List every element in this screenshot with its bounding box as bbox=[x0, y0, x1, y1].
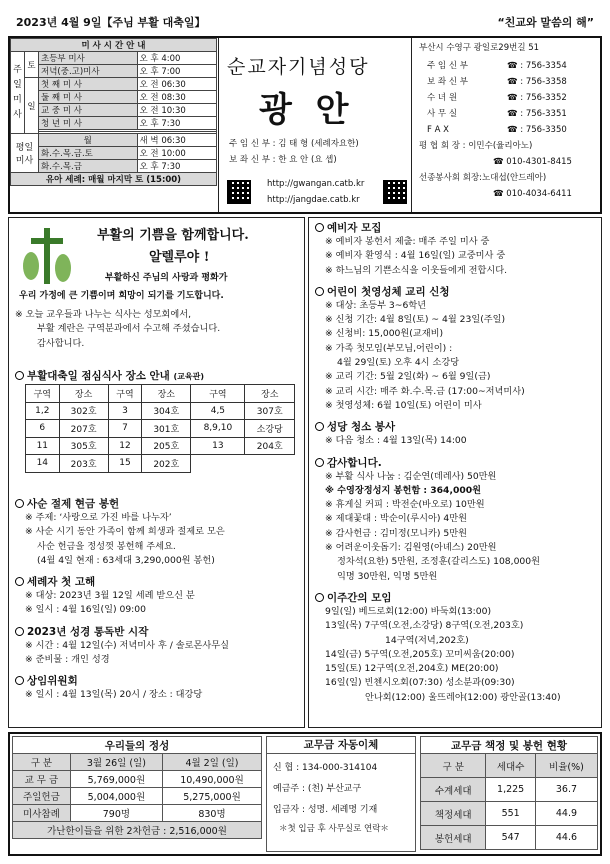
schedule-line: 15일(토) 12구역(오전,204호) ME(20:00) bbox=[325, 663, 499, 675]
table-row bbox=[26, 402, 295, 420]
contact-note: ＊첫 입금 후 사무실로 연락＊ bbox=[279, 824, 389, 834]
notice-line: ※ 예비자 환영식 : 4월 16일(일) 교중미사 중 bbox=[325, 250, 506, 262]
mass-ampm: 오 후 bbox=[139, 162, 159, 172]
text: 사순 절제 현금 봉헌 bbox=[27, 498, 120, 510]
auto-transfer bbox=[266, 736, 416, 852]
mass-name: 교 중 미 사 bbox=[39, 104, 138, 117]
church-title-area bbox=[218, 38, 412, 212]
schedule-line: 13일(목) 7구역(오전,소강당) 8구역(오전,203호) bbox=[325, 620, 524, 632]
section-title bbox=[15, 496, 301, 511]
mass-name: 둘 째 미 사 bbox=[39, 91, 138, 104]
notice-line: ※ 일시 : 4월 16일(일) 09:00 bbox=[25, 604, 146, 616]
text: 2023년 성경 통독반 시작 bbox=[27, 625, 149, 638]
table-cell: 3월 26일 (일) bbox=[70, 754, 162, 771]
mass-time: 7:00 bbox=[161, 67, 181, 77]
council-president: 평 협 회 장 : 이민수(율리아노) bbox=[419, 141, 533, 151]
account-holder: 예금주 : (천) 부산교구 bbox=[273, 784, 362, 794]
table-title: 교무금 책정 및 봉헌 현황 bbox=[421, 737, 598, 754]
pastor: 주 임 신 부 : 김 태 형 (세례자요한) bbox=[229, 139, 359, 149]
text: 이주간의 모임 bbox=[327, 591, 392, 604]
weekday-name: 화.수.목.금 bbox=[39, 160, 138, 173]
weekday-name: 월 bbox=[39, 134, 138, 147]
text bbox=[315, 593, 324, 602]
table-cell: 307호 bbox=[245, 402, 295, 420]
table-cell: 구역 bbox=[191, 385, 245, 403]
table-title: 우리들의 정성 bbox=[13, 737, 262, 754]
section-title bbox=[315, 455, 595, 470]
notice-line: ※ 신청비: 15,000원(교재비) bbox=[325, 328, 444, 340]
top-bar bbox=[8, 10, 602, 32]
notice-line: ※ 대상: 2023년 3월 12일 세례 받으신 분 bbox=[25, 590, 195, 602]
schedule-line: 9일(일) 베드로회(12:00) 바둑회(13:00) bbox=[325, 605, 492, 617]
table-row bbox=[26, 420, 295, 438]
mass-name: 저녁(중.고)미사 bbox=[39, 65, 138, 78]
text: 예비자 모집 bbox=[327, 222, 382, 234]
text bbox=[315, 422, 324, 431]
text: 감사합니다. bbox=[327, 456, 382, 469]
masthead bbox=[8, 36, 602, 214]
mass-time: 7:30 bbox=[161, 162, 181, 172]
notice-line: ※ 예비자 봉헌서 제출: 매주 주일 미사 중 bbox=[325, 236, 490, 247]
table-cell bbox=[137, 78, 217, 91]
notice-line: ※ 주제: ‘사랑으로 가진 바를 나누자’ bbox=[25, 512, 172, 523]
notice-line: 정차석(요한) 5만원, 조정훈(갈리스도) 108,000원 bbox=[337, 556, 540, 568]
left-column bbox=[8, 217, 305, 728]
table-cell bbox=[137, 134, 217, 147]
notice-line: 부활 계란은 구역분과에서 수고해 주셨습니다. bbox=[37, 323, 221, 335]
funeral-service-phone: ☎ 010-4034-6411 bbox=[493, 189, 572, 199]
easter-greeting-2: 우리 가정에 큰 기쁨이며 희망이 되기를 기도합니다. bbox=[19, 291, 224, 301]
table-cell: 주일헌금 bbox=[13, 788, 71, 805]
phone-list bbox=[413, 58, 600, 138]
table-cell: 구 분 bbox=[13, 754, 71, 771]
alleluia: 알렐루야 ! bbox=[149, 250, 210, 265]
phone-label: 사 무 실 bbox=[427, 109, 458, 119]
text: 상임위원회 bbox=[27, 675, 78, 688]
text bbox=[315, 287, 324, 296]
section-title: 부활대축일 점심식사 장소 안내 bbox=[27, 370, 170, 382]
mass-ampm: 오 전 bbox=[139, 106, 159, 116]
right-column bbox=[308, 217, 602, 728]
notice-line: ※ 제대꽃대 : 박순이(루시아) 4만원 bbox=[325, 513, 467, 525]
table-cell: 302호 bbox=[59, 402, 108, 420]
table-cell: 14 bbox=[26, 455, 60, 473]
notice-line: ※ 부활 식사 나눔 : 김순연(데레사) 50만원 bbox=[325, 470, 497, 482]
mass-time: 10:00 bbox=[161, 149, 186, 159]
table-cell: 책정세대 bbox=[421, 802, 486, 826]
table-cell: 3 bbox=[108, 402, 142, 420]
table-cell: 장소 bbox=[142, 385, 191, 403]
table-cell: 5,769,000원 bbox=[70, 771, 162, 788]
mass-title: 미 사 시 간 안 내 bbox=[11, 39, 217, 52]
table-cell bbox=[137, 65, 217, 78]
table-cell: 4월 2일 (일) bbox=[162, 754, 261, 771]
phone-number: ☎ : 756-3352 bbox=[507, 93, 567, 103]
text bbox=[15, 676, 24, 685]
notice-line: (4월 4일 현재 : 63세대 3,290,000원 봉헌) bbox=[37, 554, 215, 566]
mass-time: 06:30 bbox=[161, 136, 186, 146]
council-phone: ☎ 010-4301-8415 bbox=[493, 157, 572, 167]
funeral-service-president: 선종봉사회 회장:노대섭(안드레아) bbox=[419, 173, 547, 183]
table-cell: 5,275,000원 bbox=[162, 788, 261, 805]
table-cell: 12 bbox=[108, 437, 142, 455]
schedule-line: 16일(일) 빈첸시오회(07:30) 성소분과(09:30) bbox=[325, 677, 515, 689]
table-cell: 장소 bbox=[245, 385, 295, 403]
qr-code-icon bbox=[227, 180, 251, 204]
table-cell bbox=[137, 52, 217, 65]
section-title bbox=[15, 673, 301, 688]
table-cell: 36.7 bbox=[535, 778, 597, 802]
sunday-label: 일 bbox=[25, 78, 39, 134]
notice-line: ※ 교리 시간: 매주 화.수.목.금 (17:00~저녁미사) bbox=[325, 385, 525, 397]
motto: “친교와 말씀의 해” bbox=[497, 16, 594, 29]
table-row bbox=[26, 437, 295, 455]
notice-line: ※ 휴게실 커피 : 박전순(바오로) 10만원 bbox=[325, 499, 485, 511]
mass-ampm: 오 후 bbox=[139, 67, 159, 77]
notice-line: ※ 시간 : 4월 12일(수) 저녁미사 후 / 솔로몬사무실 bbox=[25, 639, 229, 651]
notice-line: ※ 교리 기간: 5월 2일(화) ~ 6월 9일(금) bbox=[325, 371, 491, 383]
section-title bbox=[15, 624, 301, 639]
text: 성당 청소 봉사 bbox=[327, 421, 396, 434]
easter-heading: 부활의 기쁨을 함께합니다. bbox=[97, 228, 249, 243]
text bbox=[15, 627, 24, 636]
table-cell: 소강당 bbox=[245, 420, 295, 438]
notice-line: ※ 일시 : 4월 13일(목) 20시 / 장소 : 대강당 bbox=[25, 689, 203, 701]
table-row bbox=[421, 802, 598, 826]
weekday-name: 화.수.목.금.토 bbox=[39, 147, 138, 160]
offering-table bbox=[12, 736, 262, 839]
table-cell: 7 bbox=[108, 420, 142, 438]
table-cell: 1,225 bbox=[486, 778, 535, 802]
mass-ampm: 새 벽 bbox=[139, 136, 159, 146]
table-cell: 202호 bbox=[142, 455, 191, 473]
mass-ampm: 오 전 bbox=[139, 149, 159, 159]
easter-notice bbox=[15, 308, 220, 351]
phone-label: 보 좌 신 부 bbox=[427, 77, 468, 87]
mass-time: 08:30 bbox=[161, 93, 186, 103]
notice-line: ※ 가족 첫모임(부모님,어린이) : bbox=[325, 342, 453, 354]
table-cell: 미사참례 bbox=[13, 805, 71, 822]
phone-number: ☎ : 756-3350 bbox=[507, 125, 567, 135]
notice-line: ※ 수영장정성지 봉헌함 : 364,000원 bbox=[325, 484, 481, 496]
notice-line: 감사합니다. bbox=[37, 337, 85, 349]
bulletin-title: 광 안 bbox=[259, 90, 355, 130]
mass-time: 10:30 bbox=[161, 106, 186, 116]
lunch-section-title bbox=[15, 368, 204, 383]
saturday-label: 토 bbox=[25, 52, 39, 78]
table-cell: 204호 bbox=[245, 437, 295, 455]
table-cell: 4,5 bbox=[191, 402, 245, 420]
table-cell bbox=[137, 117, 217, 130]
notice-line: ※ 대상: 초등부 3~6학년 bbox=[325, 299, 427, 311]
table-row bbox=[13, 805, 262, 822]
table-cell: 15 bbox=[108, 455, 142, 473]
section-title bbox=[315, 220, 595, 235]
table-cell: 301호 bbox=[142, 420, 191, 438]
text bbox=[15, 371, 24, 380]
phone-number: ☎ : 756-3354 bbox=[507, 61, 567, 71]
notice-line: 4월 29일(토) 오후 4시 소강당 bbox=[337, 357, 460, 369]
left-notices bbox=[15, 490, 301, 703]
section-title bbox=[315, 419, 595, 434]
table-row bbox=[13, 788, 262, 805]
table-cell: 구역 bbox=[26, 385, 60, 403]
text bbox=[15, 499, 24, 508]
table-cell: 11 bbox=[26, 437, 60, 455]
table-cell: 5,004,000원 bbox=[70, 788, 162, 805]
notice-line: ※ 첫영성체: 6월 10일(토) 어린이 미사 bbox=[325, 399, 482, 411]
section-title bbox=[315, 284, 595, 299]
table-cell bbox=[137, 160, 217, 173]
website-link[interactable]: http://gwangan.catb.kr bbox=[267, 179, 365, 189]
text: 세례자 첫 고해 bbox=[27, 576, 96, 589]
qr-code-icon bbox=[383, 180, 407, 204]
table-cell: 304호 bbox=[142, 402, 191, 420]
table-cell: 551 bbox=[486, 802, 535, 826]
table-cell: 봉헌세대 bbox=[421, 826, 486, 850]
infant-baptism: 유아 세례: 매월 마지막 토 (15:00) bbox=[11, 173, 217, 186]
sunday-mass-label: 주 일 미 사 bbox=[11, 52, 25, 134]
phone-number: ☎ : 756-3351 bbox=[507, 109, 567, 119]
mass-ampm: 오 후 bbox=[139, 119, 159, 129]
section-title bbox=[15, 574, 301, 589]
address: 부산시 수영구 광일로29번길 51 bbox=[419, 43, 540, 53]
table-cell bbox=[137, 147, 217, 160]
mass-name: 첫 째 미 사 bbox=[39, 78, 138, 91]
table-cell: 비율(%) bbox=[535, 754, 597, 778]
website-link[interactable]: http://jangdae.catb.kr bbox=[267, 195, 360, 205]
table-cell: 교 무 금 bbox=[13, 771, 71, 788]
table-cell: 수계세대 bbox=[421, 778, 486, 802]
depositor-note: 입금자 : 성명. 세례명 기재 bbox=[273, 805, 378, 815]
table-row bbox=[421, 778, 598, 802]
table-cell: 6 bbox=[26, 420, 60, 438]
text: 어린이 첫영성체 교리 신청 bbox=[327, 285, 450, 298]
table-cell: 세대수 bbox=[486, 754, 535, 778]
bank-account: 신 협 : 134-000-314104 bbox=[273, 763, 378, 773]
schedule-line: 14구역(저녁,202호) bbox=[385, 634, 469, 646]
table-cell: 44.6 bbox=[535, 826, 597, 850]
notice-line: ※ 사순 시기 동안 가족이 함께 희생과 절제로 모은 bbox=[25, 526, 225, 538]
table-cell: 구 분 bbox=[421, 754, 486, 778]
notice-line: ※ 하느님의 기쁜소식을 이웃들에게 전합시다. bbox=[325, 264, 508, 276]
phone-label: 수 녀 원 bbox=[427, 93, 458, 103]
table-cell: 44.9 bbox=[535, 802, 597, 826]
text bbox=[315, 458, 324, 467]
finance-box bbox=[8, 732, 602, 856]
mass-time: 4:00 bbox=[161, 54, 181, 64]
right-notices bbox=[309, 220, 601, 705]
section-title bbox=[315, 590, 595, 605]
table-row bbox=[26, 455, 295, 473]
church-name: 순교자기념성당 bbox=[227, 56, 370, 78]
table-cell bbox=[137, 91, 217, 104]
assistant-pastor: 보 좌 신 부 : 한 요 안 (요 셉) bbox=[229, 155, 337, 165]
contact-info bbox=[413, 38, 600, 212]
table-cell: 203호 bbox=[59, 455, 108, 473]
status-table bbox=[420, 736, 598, 850]
table-cell: 305호 bbox=[59, 437, 108, 455]
table-cell: 구역 bbox=[108, 385, 142, 403]
issue-date: 2023년 4월 9일【주님 부활 대축일】 bbox=[16, 16, 206, 29]
table-cell bbox=[191, 455, 245, 473]
mass-ampm: 오 후 bbox=[139, 54, 159, 64]
table-cell: 547 bbox=[486, 826, 535, 850]
mass-ampm: 오 전 bbox=[139, 80, 159, 90]
table-row bbox=[13, 771, 262, 788]
notice-line: ※ 감사헌금 : 김미정(모니카) 5만원 bbox=[325, 527, 467, 539]
table-cell: 207호 bbox=[59, 420, 108, 438]
notice-line: ※ 어려운이웃돕기: 김원영(아녜스) 20만원 bbox=[325, 542, 497, 554]
notice-line: ※ 다음 청소 : 4월 13일(목) 14:00 bbox=[325, 435, 467, 447]
schedule-line: 안나회(12:00) 울뜨레야(12:00) 광안골(13:40) bbox=[365, 691, 561, 703]
phone-label: 주 임 신 부 bbox=[427, 61, 468, 71]
mass-name: 청 년 미 사 bbox=[39, 117, 138, 130]
table-cell: 1,2 bbox=[26, 402, 60, 420]
table-cell bbox=[245, 455, 295, 473]
table-cell: 830명 bbox=[162, 805, 261, 822]
phone-number: ☎ : 756-3358 bbox=[507, 77, 567, 87]
mass-time: 7:30 bbox=[161, 119, 181, 129]
mass-schedule-table bbox=[10, 38, 217, 186]
schedule-line: 14일(금) 5구역(오전,205호) 꼬미씨움(20:00) bbox=[325, 648, 515, 660]
notice-line: ※ 신청 기간: 4월 8일(토) ~ 4월 23일(주일) bbox=[325, 314, 506, 326]
text bbox=[15, 577, 24, 586]
notice-line: ※ 오늘 교우들과 나누는 식사는 성모회에서, bbox=[15, 309, 192, 320]
mass-name: 초등부 미사 bbox=[39, 52, 138, 65]
lily-icon bbox=[17, 224, 77, 288]
table-cell: 205호 bbox=[142, 437, 191, 455]
notice-line: 사순 헌금을 정성껏 봉헌해 주세요. bbox=[37, 540, 176, 552]
table-cell: 13 bbox=[191, 437, 245, 455]
lunch-table bbox=[25, 384, 295, 473]
table-title: 교무금 자동이체 bbox=[267, 737, 415, 754]
table-cell: 장소 bbox=[59, 385, 108, 403]
mass-ampm: 오 전 bbox=[139, 93, 159, 103]
table-cell: 10,490,000원 bbox=[162, 771, 261, 788]
table-cell: 8,9,10 bbox=[191, 420, 245, 438]
table-cell: 790명 bbox=[70, 805, 162, 822]
phone-label: F A X bbox=[427, 125, 449, 135]
second-collection: 가난한이들을 위한 2차헌금 : 2,516,000원 bbox=[13, 822, 262, 839]
table-row bbox=[421, 826, 598, 850]
lunch-tag: (교육관) bbox=[173, 372, 204, 381]
notice-line: 익명 30만원, 익명 5만원 bbox=[337, 570, 438, 582]
mass-time: 06:30 bbox=[161, 80, 186, 90]
easter-greeting-1: 부활하신 주님의 사랑과 평화가 bbox=[105, 273, 228, 283]
table-cell bbox=[137, 104, 217, 117]
notice-line: ※ 준비물 : 개인 성경 bbox=[25, 654, 110, 666]
weekday-mass-label: 평일 미사 bbox=[11, 134, 39, 173]
text bbox=[315, 223, 324, 232]
